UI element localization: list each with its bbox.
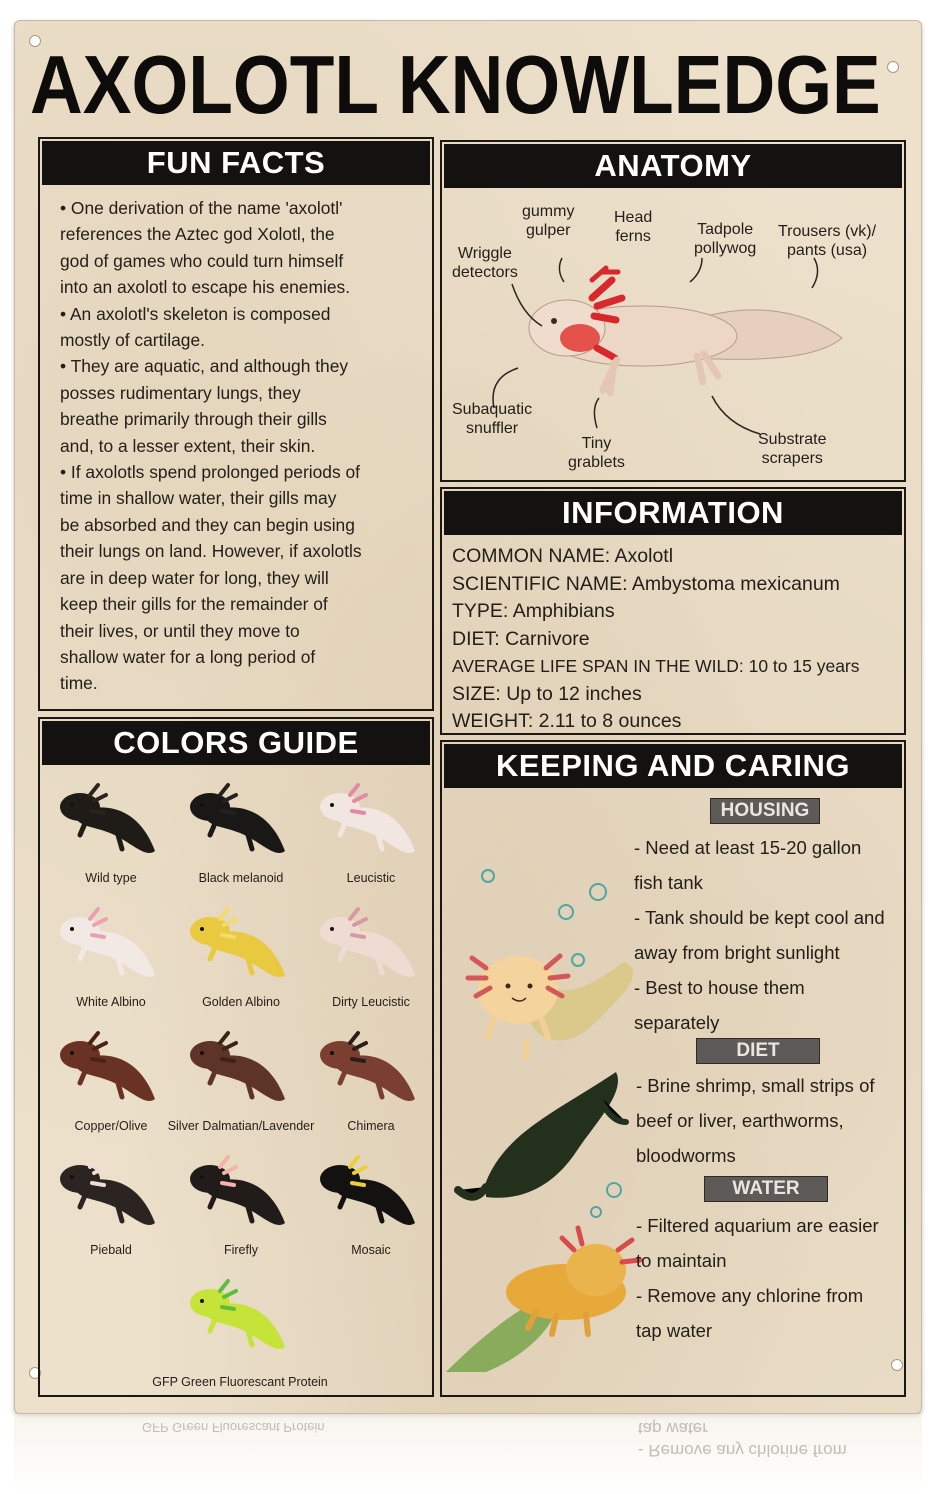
info-label: SIZE: [452,682,507,705]
fun-facts-panel [38,137,434,711]
information-heading: INFORMATION [444,491,902,535]
diet-tag: DIET [696,1038,820,1064]
housing-list [634,830,885,1040]
axolotl-swatch [50,1143,170,1239]
housing-line: - Need at least 15-20 gallon [634,837,862,858]
info-row [452,708,894,736]
info-value: Carnivore [505,627,590,650]
info-value: Ambystoma mexicanum [631,572,840,595]
housing-tag: HOUSING [710,798,820,824]
water-tag: WATER [704,1176,828,1202]
label-substrate-scrapers: Substrate scrapers [758,431,827,467]
axolotl-swatch [50,895,170,991]
color-name: Piebald [90,1243,132,1257]
info-row [452,598,894,626]
info-label: WEIGHT: [452,710,539,732]
main-title: AXOLOTL KNOWLEDGE [30,38,881,131]
fun-fact-line: their lives, or until they move to [60,620,300,641]
info-value: 10 to 15 years [748,656,860,676]
axolotl-swatch [180,1267,300,1363]
axolotl-swatch [310,895,430,991]
info-row [452,571,894,599]
water-line: - Filtered aquarium are easier [636,1215,879,1236]
anatomy-panel [440,140,906,482]
diet-list [636,1068,875,1173]
axolotl-swatch [180,771,300,867]
info-value: 2.11 to 8 ounces [538,710,682,732]
label-tiny-grablets: Tiny grablets [568,435,625,471]
diet-line: - Brine shrimp, small strips of [636,1075,875,1096]
keeping-caring-panel [440,740,906,1397]
reflection-text-2: - Remove any chlorine from [638,1441,847,1460]
fun-fact-line: are in deep water for long, they will [60,567,329,588]
reflection-text-3: GFP Green Fluorescant Protein [142,1420,325,1435]
fun-fact-line: • If axolotls spend prolonged periods of [60,462,360,483]
water-list [636,1208,879,1348]
color-name: Mosaic [351,1243,391,1257]
mount-hole-top-right [887,61,899,73]
housing-line: separately [634,1012,720,1033]
info-value: Up to 12 inches [506,682,642,705]
keeping-caring-heading: KEEPING AND CARING [444,744,902,788]
fun-fact-line: their lungs on land. However, if axolotls [60,541,362,562]
label-trousers-pants: Trousers (vk)/ pants (usa) [778,223,877,259]
color-name: Chimera [347,1119,395,1133]
housing-line: - Best to house them [634,977,805,998]
fun-fact-line: • One derivation of the name 'axolotl' [60,198,343,218]
fun-fact-line: posses rudimentary lungs, they [60,382,301,403]
fun-fact-line: • They are aquatic, and although they [60,356,349,377]
label-tadpole-pollywog: Tadpole pollywog [694,221,757,257]
anatomy-heading: ANATOMY [444,144,902,188]
color-name: Dirty Leucistic [332,995,410,1009]
water-line: - Remove any chlorine from [636,1285,864,1306]
info-label: AVERAGE LIFE SPAN IN THE WILD: [452,656,749,676]
fun-fact-line: breathe primarily through their gills [60,409,327,430]
housing-line: away from bright sunlight [634,942,840,963]
color-name: Leucistic [346,871,396,885]
axolotl-swatch [310,1143,430,1239]
label-subaquatic-snuffler: Subaquatic snuffler [452,401,533,437]
info-value: Amphibians [512,600,615,622]
fun-fact-line: god of games who could turn himself [60,250,344,271]
axolotl-swatch [180,1143,300,1239]
water-line: to maintain [636,1250,727,1271]
fun-fact-line: into an axolotl to escape his enemies. [60,277,351,298]
label-gummy-gulper: gummy gulper [522,203,575,239]
fun-facts-heading: FUN FACTS [42,141,430,185]
info-row [452,681,894,709]
info-label: TYPE: [452,600,513,622]
reflection-text-1: tap water [638,1419,708,1438]
info-label: COMMON NAME: [452,545,615,567]
fun-fact-line: be absorbed and they can begin using [60,514,355,535]
axolotl-swatch [180,1019,300,1115]
swimming-axolotls-illustration [446,792,646,1392]
label-head-ferns: Head ferns [614,209,653,245]
color-name: Firefly [223,1243,259,1257]
fun-fact-line: time. [60,673,98,694]
diet-line: beef or liver, earthworms, [636,1110,844,1131]
colors-guide-heading: COLORS GUIDE [42,721,430,765]
info-row [452,626,894,654]
sign-reflection [14,1414,922,1494]
fun-fact-line: shallow water for a long period of [60,646,316,667]
color-name: Silver Dalmatian/Lavender [167,1119,315,1133]
axolotl-swatch [310,771,430,867]
color-name: Copper/Olive [74,1119,148,1133]
information-panel [440,487,906,735]
color-name: Golden Albino [202,995,280,1009]
info-row [452,543,894,571]
information-body [442,537,904,736]
axolotl-swatch [180,895,300,991]
fun-fact-line: • An axolotl's skeleton is composed [60,303,331,324]
label-wriggle-detectors: Wriggle detectors [452,245,518,281]
info-label: SCIENTIFIC NAME: [452,572,632,595]
fun-fact-line: keep their gills for the remainder of [60,594,328,615]
fun-facts-body [40,187,432,697]
info-value: Axolotl [614,545,674,567]
fun-fact-line: mostly of cartilage. [60,330,205,351]
axolotl-swatch [50,771,170,867]
color-name: GFP Green Fluorescant Protein [152,1375,328,1389]
diet-line: bloodworms [636,1145,736,1166]
axolotl-swatch [50,1019,170,1115]
housing-line: - Tank should be kept cool and [634,907,885,928]
color-name: Wild type [85,871,137,885]
color-name: White Albino [76,995,146,1009]
fun-fact-line: references the Aztec god Xolotl, the [60,224,335,245]
color-name: Black melanoid [198,871,284,885]
info-label: DIET: [452,627,506,650]
fun-fact-line: and, to a lesser extent, their skin. [60,435,316,456]
info-row [452,653,894,681]
water-line: tap water [636,1320,713,1341]
fun-fact-line: time in shallow water, their gills may [60,488,337,509]
housing-line: fish tank [634,872,703,893]
axolotl-swatch [310,1019,430,1115]
colors-guide-panel [38,717,434,1397]
